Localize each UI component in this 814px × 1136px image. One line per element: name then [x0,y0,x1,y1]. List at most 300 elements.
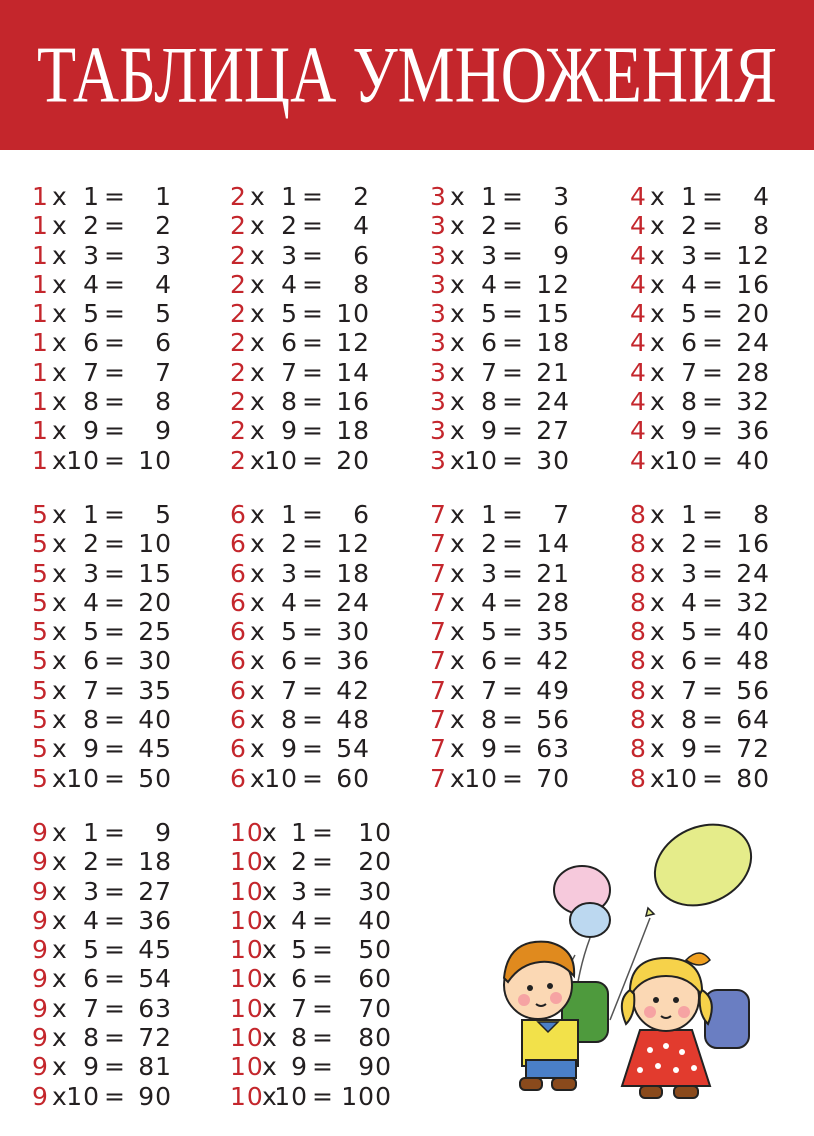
factor: 7 [291,993,308,1023]
product: 5 [155,299,172,329]
multiplier: 1 [32,211,49,241]
factor: 8 [481,705,498,735]
times-sign: x [650,299,666,329]
product: 9 [553,240,570,270]
product: 42 [336,675,370,705]
factor: 4 [83,587,100,617]
factor: 6 [681,646,698,676]
product: 16 [336,387,370,417]
equals-sign: = [312,905,334,935]
product: 30 [336,617,370,647]
equals-sign: = [302,240,324,270]
factor: 3 [681,558,698,588]
multiplier: 7 [430,617,447,647]
multiplier: 5 [32,763,49,793]
equals-sign: = [104,182,126,211]
multiplier: 5 [32,558,49,588]
equals-sign: = [502,211,524,241]
multiplier: 6 [230,500,247,529]
factor: 10 [66,445,100,475]
product: 48 [736,646,770,676]
product: 15 [536,299,570,329]
equals-sign: = [312,935,334,965]
factor: 6 [481,646,498,676]
times-sign: x [450,617,466,647]
multiplier: 4 [630,299,647,329]
product: 18 [536,328,570,358]
equals-sign: = [302,182,324,211]
times-sign: x [52,211,68,241]
product: 8 [353,269,370,299]
times-sign: x [52,675,68,705]
multiplier: 9 [32,818,49,847]
multiplier: 4 [630,357,647,387]
product: 9 [155,416,172,446]
factor: 1 [281,182,298,211]
equals-sign: = [502,500,524,529]
times-sign: x [450,182,466,211]
factor: 2 [481,211,498,241]
equals-sign: = [104,847,126,877]
times-sign: x [450,763,466,793]
multiplier: 10 [230,847,264,877]
factor: 1 [681,500,698,529]
product: 50 [358,935,392,965]
equals-sign: = [702,675,724,705]
equals-sign: = [312,1052,334,1082]
product: 24 [736,558,770,588]
multiplier: 6 [230,734,247,764]
factor: 8 [83,1023,100,1053]
times-sign: x [450,646,466,676]
times-sign: x [450,500,466,529]
equals-sign: = [702,211,724,241]
product: 20 [336,445,370,475]
times-sign: x [52,269,68,299]
factor: 5 [281,299,298,329]
times-sign: x [250,587,266,617]
multiplier: 7 [430,705,447,735]
times-sign: x [250,416,266,446]
factor: 7 [83,357,100,387]
multiplier: 6 [230,705,247,735]
product: 2 [155,211,172,241]
product: 27 [536,416,570,446]
product: 10 [336,299,370,329]
product: 20 [358,847,392,877]
factor: 10 [264,445,298,475]
times-sign: x [650,328,666,358]
multiplier: 3 [430,328,447,358]
times-sign: x [250,357,266,387]
factor: 5 [83,935,100,965]
equals-sign: = [702,500,724,529]
multiplier: 10 [230,1081,264,1111]
equals-sign: = [302,328,324,358]
equals-sign: = [302,299,324,329]
factor: 2 [681,211,698,241]
factor: 7 [681,675,698,705]
factor: 2 [681,529,698,559]
multiplier: 8 [630,500,647,529]
product: 7 [553,500,570,529]
times-sign: x [650,240,666,270]
multiplier: 7 [430,500,447,529]
times-sign: x [262,1052,278,1082]
factor: 9 [83,1052,100,1082]
product: 25 [138,617,172,647]
equals-sign: = [104,818,126,847]
equals-sign: = [104,734,126,764]
multiplier: 7 [430,587,447,617]
equals-sign: = [104,964,126,994]
multiplier: 1 [32,328,49,358]
equals-sign: = [302,269,324,299]
times-sign: x [250,387,266,417]
equals-sign: = [502,357,524,387]
times-sign: x [450,211,466,241]
times-sign: x [52,529,68,559]
multiplier: 8 [630,675,647,705]
factor: 3 [481,240,498,270]
factor: 5 [481,299,498,329]
multiplier: 9 [32,1081,49,1111]
times-sign: x [450,529,466,559]
multiplier: 9 [32,935,49,965]
product: 63 [138,993,172,1023]
product: 54 [138,964,172,994]
multiplier: 2 [230,328,247,358]
multiplier: 6 [230,529,247,559]
times-sign: x [52,587,68,617]
equals-sign: = [104,269,126,299]
times-sign: x [450,587,466,617]
product: 21 [536,357,570,387]
multiplier: 10 [230,935,264,965]
times-sign: x [650,445,666,475]
times-sign: x [650,705,666,735]
factor: 3 [291,876,308,906]
product: 7 [155,357,172,387]
multiplier: 4 [630,211,647,241]
multiplier: 2 [230,445,247,475]
product: 32 [736,387,770,417]
product: 90 [138,1081,172,1111]
equals-sign: = [104,905,126,935]
times-sign: x [52,876,68,906]
product: 80 [358,1023,392,1053]
factor: 3 [681,240,698,270]
times-sign: x [250,269,266,299]
times-sign: x [450,357,466,387]
product: 42 [536,646,570,676]
product: 4 [155,269,172,299]
multiplier: 7 [430,529,447,559]
multiplier: 5 [32,587,49,617]
equals-sign: = [502,240,524,270]
multiplier: 10 [230,818,264,847]
equals-sign: = [302,529,324,559]
equals-sign: = [302,734,324,764]
times-sign: x [250,500,266,529]
multiplier: 4 [630,240,647,270]
product: 40 [736,617,770,647]
multiplier: 1 [32,357,49,387]
product: 30 [138,646,172,676]
multiplier: 8 [630,558,647,588]
multiplier: 6 [230,763,247,793]
product: 24 [736,328,770,358]
product: 70 [358,993,392,1023]
equals-sign: = [104,763,126,793]
times-sign: x [52,905,68,935]
multiplier: 9 [32,847,49,877]
times-sign: x [52,1081,68,1111]
factor: 5 [83,299,100,329]
product: 32 [736,587,770,617]
factor: 7 [83,675,100,705]
equals-sign: = [104,1081,126,1111]
times-sign: x [450,387,466,417]
product: 28 [536,587,570,617]
times-sign: x [250,675,266,705]
equals-sign: = [302,211,324,241]
factor: 2 [83,847,100,877]
multiplier: 1 [32,240,49,270]
product: 49 [536,675,570,705]
multiplier: 5 [32,617,49,647]
times-sign: x [450,416,466,446]
equals-sign: = [104,240,126,270]
multiplier: 7 [430,675,447,705]
factor: 1 [281,500,298,529]
equals-sign: = [502,529,524,559]
times-sign: x [650,357,666,387]
multiplier: 5 [32,500,49,529]
product: 54 [336,734,370,764]
multiplier: 2 [230,357,247,387]
product: 48 [336,705,370,735]
factor: 3 [281,240,298,270]
times-sign: x [450,240,466,270]
multiplier: 3 [430,357,447,387]
factor: 8 [83,387,100,417]
times-sign: x [262,964,278,994]
multiplier: 1 [32,445,49,475]
multiplier: 5 [32,675,49,705]
factor: 1 [291,818,308,847]
factor: 4 [83,905,100,935]
factor: 6 [481,328,498,358]
equals-sign: = [702,763,724,793]
equals-sign: = [302,763,324,793]
factor: 2 [83,211,100,241]
product: 16 [736,529,770,559]
times-sign: x [52,328,68,358]
factor: 4 [681,269,698,299]
multiplier: 10 [230,1023,264,1053]
product: 8 [155,387,172,417]
multiplier: 5 [32,646,49,676]
product: 3 [553,182,570,211]
multiplier: 2 [230,240,247,270]
times-sign: x [52,182,68,211]
factor: 1 [681,182,698,211]
product: 64 [736,705,770,735]
factor: 8 [681,387,698,417]
product: 8 [753,211,770,241]
equals-sign: = [104,705,126,735]
equals-sign: = [104,387,126,417]
multiplier: 3 [430,211,447,241]
multiplier: 4 [630,328,647,358]
multiplier: 8 [630,617,647,647]
product: 40 [736,445,770,475]
equals-sign: = [104,935,126,965]
factor: 10 [664,763,698,793]
times-sign: x [450,705,466,735]
multiplier: 3 [430,299,447,329]
multiplier: 6 [230,646,247,676]
factor: 8 [281,387,298,417]
factor: 9 [481,416,498,446]
equals-sign: = [302,587,324,617]
equals-sign: = [502,558,524,588]
equals-sign: = [702,445,724,475]
multiplier: 3 [430,182,447,211]
equals-sign: = [502,328,524,358]
times-sign: x [250,182,266,211]
times-sign: x [250,617,266,647]
times-sign: x [52,1023,68,1053]
equals-sign: = [302,445,324,475]
equals-sign: = [302,558,324,588]
equals-sign: = [104,1023,126,1053]
factor: 1 [83,182,100,211]
factor: 9 [83,734,100,764]
multiplier: 2 [230,182,247,211]
multiplier: 1 [32,299,49,329]
equals-sign: = [702,587,724,617]
multiplier: 10 [230,905,264,935]
equals-sign: = [302,387,324,417]
factor: 10 [664,445,698,475]
product: 3 [155,240,172,270]
product: 8 [753,500,770,529]
multiplier: 5 [32,705,49,735]
product: 30 [536,445,570,475]
product: 10 [138,445,172,475]
product: 36 [736,416,770,446]
equals-sign: = [104,529,126,559]
product: 70 [536,763,570,793]
equals-sign: = [702,299,724,329]
equals-sign: = [104,416,126,446]
product: 40 [138,705,172,735]
product: 81 [138,1052,172,1082]
page-title: ТАБЛИЦА УМНОЖЕНИЯ [37,30,777,119]
multiplier: 1 [32,416,49,446]
times-sign: x [650,763,666,793]
multiplier: 1 [32,269,49,299]
product: 9 [155,818,172,847]
multiplier: 2 [230,211,247,241]
equals-sign: = [104,328,126,358]
times-sign: x [262,993,278,1023]
multiplier: 8 [630,705,647,735]
equals-sign: = [702,269,724,299]
equals-sign: = [312,876,334,906]
equals-sign: = [302,416,324,446]
times-sign: x [262,1023,278,1053]
product: 80 [736,763,770,793]
equals-sign: = [502,416,524,446]
factor: 9 [291,1052,308,1082]
factor: 8 [481,387,498,417]
multiplier: 3 [430,240,447,270]
equals-sign: = [502,387,524,417]
equals-sign: = [302,500,324,529]
factor: 3 [83,876,100,906]
times-sign: x [52,818,68,847]
multiplier: 3 [430,269,447,299]
factor: 4 [291,905,308,935]
multiplier: 1 [32,387,49,417]
multiplier: 3 [430,445,447,475]
equals-sign: = [302,675,324,705]
product: 14 [336,357,370,387]
multiplier: 3 [430,387,447,417]
factor: 9 [281,734,298,764]
times-sign: x [52,617,68,647]
multiplier: 5 [32,734,49,764]
product: 10 [138,529,172,559]
times-sign: x [650,416,666,446]
factor: 9 [481,734,498,764]
factor: 8 [681,705,698,735]
factor: 3 [83,240,100,270]
equals-sign: = [502,617,524,647]
multiplier: 4 [630,445,647,475]
equals-sign: = [502,705,524,735]
product: 18 [336,416,370,446]
factor: 9 [681,734,698,764]
equals-sign: = [312,993,334,1023]
factor: 7 [281,675,298,705]
equals-sign: = [302,705,324,735]
times-sign: x [262,1081,278,1111]
product: 4 [353,211,370,241]
equals-sign: = [104,357,126,387]
multiplier: 8 [630,734,647,764]
times-sign: x [450,299,466,329]
equals-sign: = [502,587,524,617]
equals-sign: = [502,299,524,329]
times-sign: x [52,240,68,270]
times-sign: x [450,734,466,764]
product: 36 [336,646,370,676]
times-sign: x [450,558,466,588]
equals-sign: = [702,529,724,559]
times-sign: x [262,847,278,877]
product: 6 [353,500,370,529]
factor: 7 [281,357,298,387]
factor: 6 [83,964,100,994]
times-sign: x [52,500,68,529]
product: 6 [553,211,570,241]
times-sign: x [52,299,68,329]
times-sign: x [52,705,68,735]
